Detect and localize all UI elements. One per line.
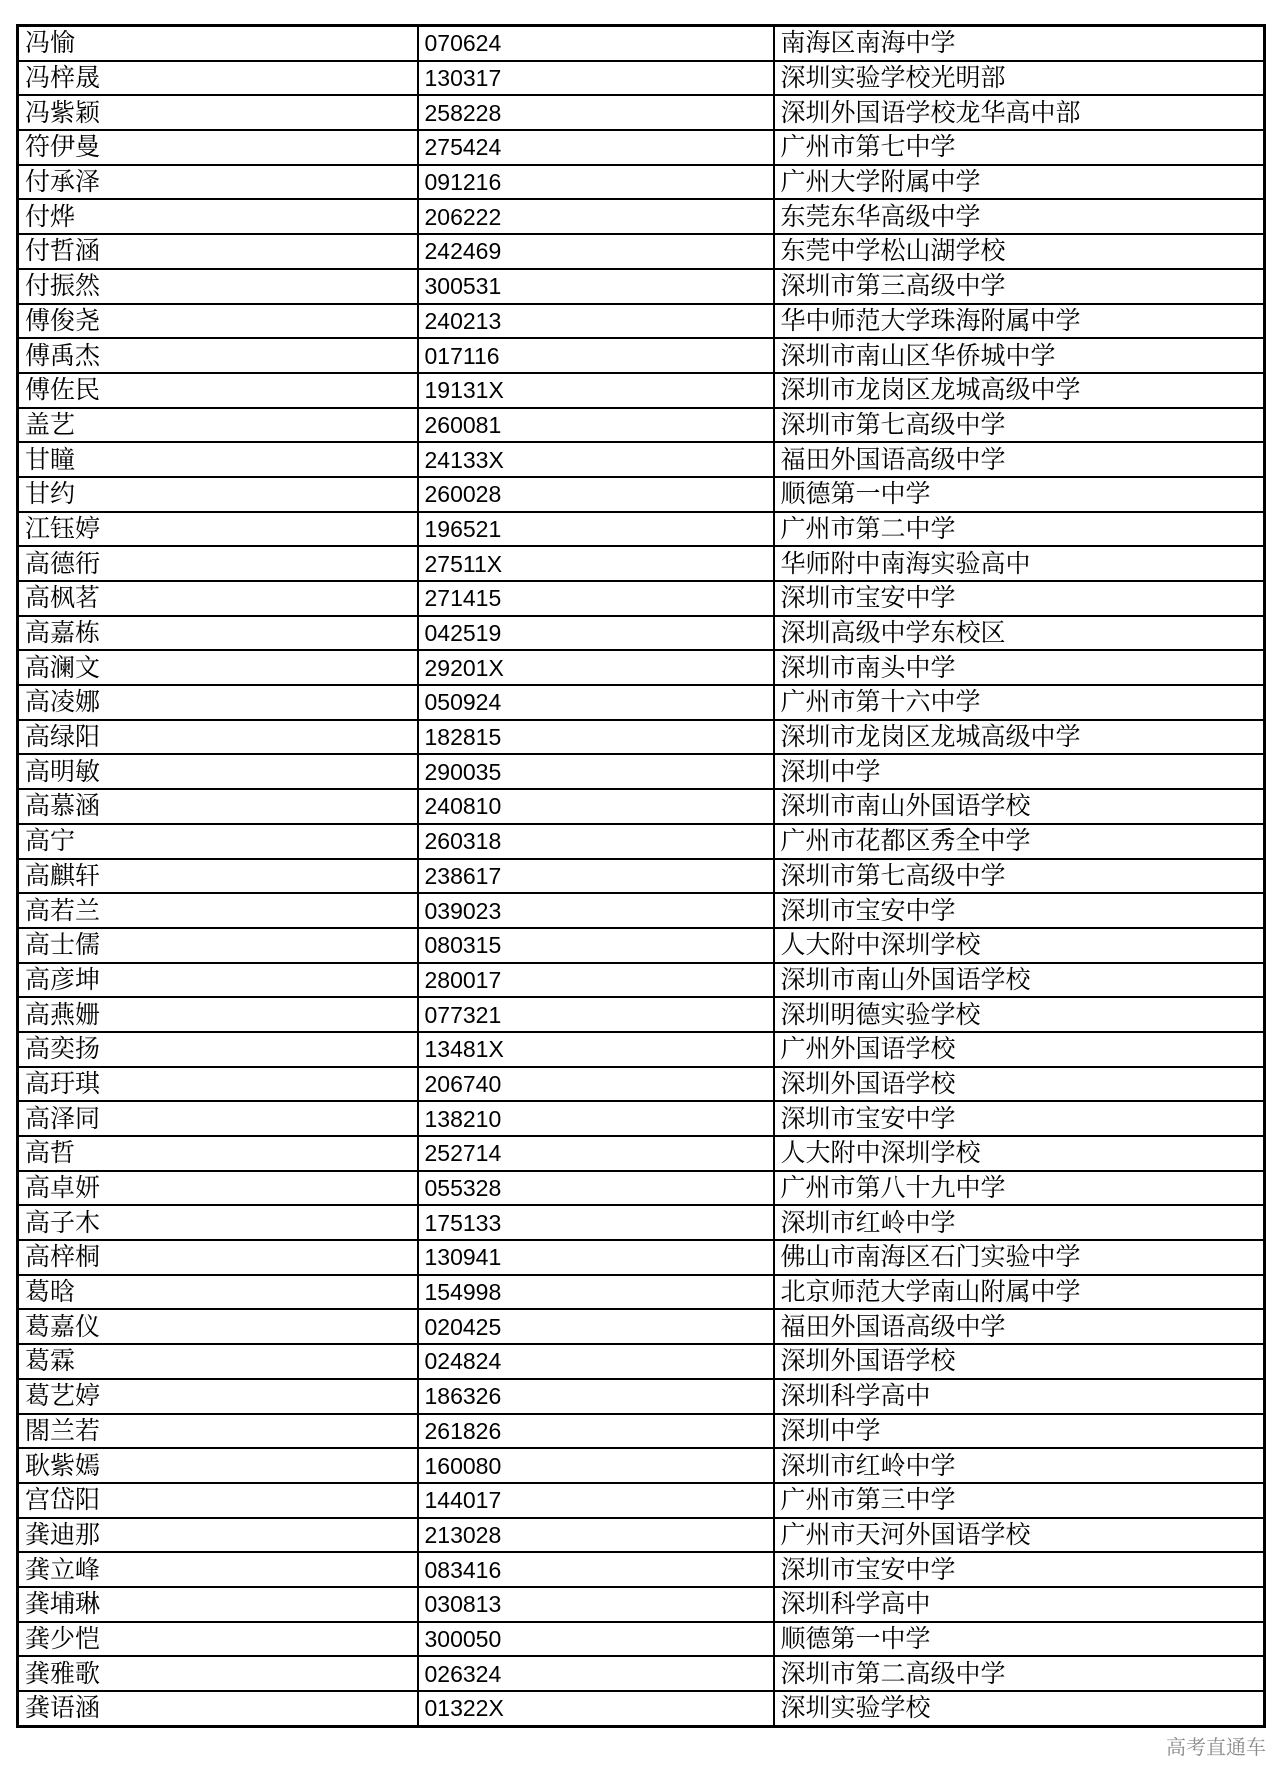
id-cell: 240213 [418,304,774,339]
school-cell: 华中师范大学珠海附属中学 [774,304,1265,339]
name-cell: 耿紫嫣 [18,1448,418,1483]
name-cell: 高玗琪 [18,1067,418,1102]
id-cell: 050924 [418,685,774,720]
id-cell: 280017 [418,963,774,998]
table-row [18,824,1265,859]
name-cell: 高麒轩 [18,859,418,894]
table-row [18,859,1265,894]
table-row [18,477,1265,512]
id-cell: 083416 [418,1552,774,1587]
id-cell: 186326 [418,1379,774,1414]
table-row [18,1552,1265,1587]
school-cell: 深圳市宝安中学 [774,581,1265,616]
id-cell: 024824 [418,1344,774,1379]
name-cell: 付振然 [18,269,418,304]
id-cell: 238617 [418,859,774,894]
school-cell: 人大附中深圳学校 [774,928,1265,963]
name-cell: 盖艺 [18,408,418,443]
name-cell: 高慕涵 [18,789,418,824]
name-cell: 高绿阳 [18,720,418,755]
school-cell: 福田外国语高级中学 [774,442,1265,477]
id-cell: 260028 [418,477,774,512]
school-cell: 福田外国语高级中学 [774,1309,1265,1344]
id-cell: 13481X [418,1032,774,1067]
table-row [18,95,1265,130]
school-cell: 深圳明德实验学校 [774,997,1265,1032]
name-cell: 高彦坤 [18,963,418,998]
name-cell: 高泽同 [18,1101,418,1136]
school-cell: 深圳外国语学校 [774,1067,1265,1102]
table-row [18,304,1265,339]
school-cell: 深圳科学高中 [774,1587,1265,1622]
id-cell: 160080 [418,1448,774,1483]
school-cell: 东莞中学松山湖学校 [774,234,1265,269]
school-cell: 深圳实验学校光明部 [774,61,1265,96]
school-cell: 广州市第八十九中学 [774,1171,1265,1206]
name-cell: 傅俊尧 [18,304,418,339]
table-row [18,1691,1265,1726]
name-cell: 葛晗 [18,1275,418,1310]
name-cell: 龚迪那 [18,1518,418,1553]
school-cell: 深圳市红岭中学 [774,1448,1265,1483]
table-row [18,754,1265,789]
id-cell: 070624 [418,26,774,61]
table-row [18,1205,1265,1240]
id-cell: 213028 [418,1518,774,1553]
table-row [18,269,1265,304]
table-row [18,1656,1265,1691]
id-cell: 24133X [418,442,774,477]
table-row [18,26,1265,61]
school-cell: 深圳市第七高级中学 [774,408,1265,443]
table-row [18,720,1265,755]
table-row [18,512,1265,547]
table-row [18,1032,1265,1067]
table-row [18,373,1265,408]
table-row [18,789,1265,824]
table-row [18,1136,1265,1171]
id-cell: 290035 [418,754,774,789]
name-cell: 江钰婷 [18,512,418,547]
school-cell: 深圳外国语学校 [774,1344,1265,1379]
name-cell: 龚立峰 [18,1552,418,1587]
table-row [18,685,1265,720]
table-row [18,1518,1265,1553]
school-cell: 深圳市第七高级中学 [774,859,1265,894]
id-cell: 080315 [418,928,774,963]
id-cell: 154998 [418,1275,774,1310]
name-cell: 高卓妍 [18,1171,418,1206]
id-cell: 042519 [418,616,774,651]
name-cell: 符伊曼 [18,130,418,165]
table-row [18,963,1265,998]
table-row [18,61,1265,96]
name-cell: 高若兰 [18,893,418,928]
id-cell: 138210 [418,1101,774,1136]
school-cell: 广州大学附属中学 [774,165,1265,200]
table-row [18,650,1265,685]
school-cell: 深圳中学 [774,1414,1265,1449]
name-cell: 葛霖 [18,1344,418,1379]
id-cell: 130941 [418,1240,774,1275]
id-cell: 077321 [418,997,774,1032]
id-cell: 182815 [418,720,774,755]
school-cell: 深圳中学 [774,754,1265,789]
name-cell: 甘约 [18,477,418,512]
school-cell: 东莞东华高级中学 [774,199,1265,234]
id-cell: 300531 [418,269,774,304]
id-cell: 020425 [418,1309,774,1344]
table-row [18,1448,1265,1483]
id-cell: 261826 [418,1414,774,1449]
name-cell: 龚语涵 [18,1691,418,1726]
table-row [18,1483,1265,1518]
school-cell: 深圳科学高中 [774,1379,1265,1414]
name-cell: 龚少恺 [18,1622,418,1657]
id-cell: 01322X [418,1691,774,1726]
school-cell: 南海区南海中学 [774,26,1265,61]
table-row [18,616,1265,651]
name-cell: 高燕姗 [18,997,418,1032]
name-cell: 付哲涵 [18,234,418,269]
name-cell: 葛艺婷 [18,1379,418,1414]
school-cell: 深圳市第三高级中学 [774,269,1265,304]
name-cell: 傅禹杰 [18,338,418,373]
school-cell: 顺德第一中学 [774,477,1265,512]
table-row [18,1240,1265,1275]
name-cell: 高德衎 [18,546,418,581]
table-row [18,234,1265,269]
table-row [18,1275,1265,1310]
table-row [18,1379,1265,1414]
table-row [18,928,1265,963]
table-row [18,1309,1265,1344]
table-row [18,408,1265,443]
id-cell: 091216 [418,165,774,200]
name-cell: 閤兰若 [18,1414,418,1449]
table-row [18,338,1265,373]
name-cell: 付承泽 [18,165,418,200]
table-row [18,1587,1265,1622]
school-cell: 人大附中深圳学校 [774,1136,1265,1171]
school-cell: 顺德第一中学 [774,1622,1265,1657]
school-cell: 广州外国语学校 [774,1032,1265,1067]
id-cell: 196521 [418,512,774,547]
name-cell: 冯愉 [18,26,418,61]
id-cell: 144017 [418,1483,774,1518]
school-cell: 深圳市南山区华侨城中学 [774,338,1265,373]
school-cell: 佛山市南海区石门实验中学 [774,1240,1265,1275]
name-cell: 龚埔琳 [18,1587,418,1622]
name-cell: 傅佐民 [18,373,418,408]
id-cell: 252714 [418,1136,774,1171]
name-cell: 高奕扬 [18,1032,418,1067]
id-cell: 130317 [418,61,774,96]
school-cell: 广州市花都区秀全中学 [774,824,1265,859]
id-cell: 260318 [418,824,774,859]
table-row [18,199,1265,234]
id-cell: 030813 [418,1587,774,1622]
school-cell: 深圳市南山外国语学校 [774,789,1265,824]
id-cell: 19131X [418,373,774,408]
name-cell: 高子木 [18,1205,418,1240]
school-cell: 深圳高级中学东校区 [774,616,1265,651]
table-row [18,1414,1265,1449]
name-cell: 高枫茗 [18,581,418,616]
name-cell: 龚雅歌 [18,1656,418,1691]
name-cell: 甘瞳 [18,442,418,477]
school-cell: 深圳市龙岗区龙城高级中学 [774,720,1265,755]
id-cell: 27511X [418,546,774,581]
school-cell: 广州市第七中学 [774,130,1265,165]
id-cell: 206222 [418,199,774,234]
id-cell: 206740 [418,1067,774,1102]
school-cell: 广州市天河外国语学校 [774,1518,1265,1553]
table-row [18,581,1265,616]
name-cell: 高澜文 [18,650,418,685]
name-cell: 高哲 [18,1136,418,1171]
id-cell: 175133 [418,1205,774,1240]
name-cell: 高凌娜 [18,685,418,720]
school-cell: 深圳外国语学校龙华高中部 [774,95,1265,130]
school-cell: 广州市第十六中学 [774,685,1265,720]
name-cell: 高宁 [18,824,418,859]
name-cell: 冯梓晟 [18,61,418,96]
roster-table [16,24,1266,1728]
table-row [18,442,1265,477]
school-cell: 深圳市南山外国语学校 [774,963,1265,998]
table-row [18,893,1265,928]
id-cell: 275424 [418,130,774,165]
name-cell: 高嘉栋 [18,616,418,651]
school-cell: 深圳市宝安中学 [774,1101,1265,1136]
id-cell: 300050 [418,1622,774,1657]
watermark: 高考直通车 [1166,1735,1266,1759]
id-cell: 055328 [418,1171,774,1206]
table-row [18,1622,1265,1657]
school-cell: 深圳市宝安中学 [774,893,1265,928]
school-cell: 华师附中南海实验高中 [774,546,1265,581]
id-cell: 039023 [418,893,774,928]
name-cell: 冯紫颖 [18,95,418,130]
table-row [18,165,1265,200]
table-row [18,546,1265,581]
id-cell: 242469 [418,234,774,269]
school-cell: 深圳实验学校 [774,1691,1265,1726]
id-cell: 260081 [418,408,774,443]
table-row [18,130,1265,165]
id-cell: 017116 [418,338,774,373]
id-cell: 258228 [418,95,774,130]
school-cell: 深圳市龙岗区龙城高级中学 [774,373,1265,408]
school-cell: 深圳市南头中学 [774,650,1265,685]
name-cell: 葛嘉仪 [18,1309,418,1344]
table-row [18,1344,1265,1379]
name-cell: 付烨 [18,199,418,234]
table-row [18,997,1265,1032]
school-cell: 北京师范大学南山附属中学 [774,1275,1265,1310]
school-cell: 广州市第二中学 [774,512,1265,547]
school-cell: 深圳市第二高级中学 [774,1656,1265,1691]
school-cell: 深圳市红岭中学 [774,1205,1265,1240]
name-cell: 高士儒 [18,928,418,963]
school-cell: 深圳市宝安中学 [774,1552,1265,1587]
id-cell: 271415 [418,581,774,616]
school-cell: 广州市第三中学 [774,1483,1265,1518]
table-row [18,1067,1265,1102]
id-cell: 240810 [418,789,774,824]
table-row [18,1101,1265,1136]
roster-body [18,26,1265,1727]
id-cell: 026324 [418,1656,774,1691]
name-cell: 宫岱阳 [18,1483,418,1518]
id-cell: 29201X [418,650,774,685]
name-cell: 高明敏 [18,754,418,789]
table-row [18,1171,1265,1206]
name-cell: 高梓桐 [18,1240,418,1275]
